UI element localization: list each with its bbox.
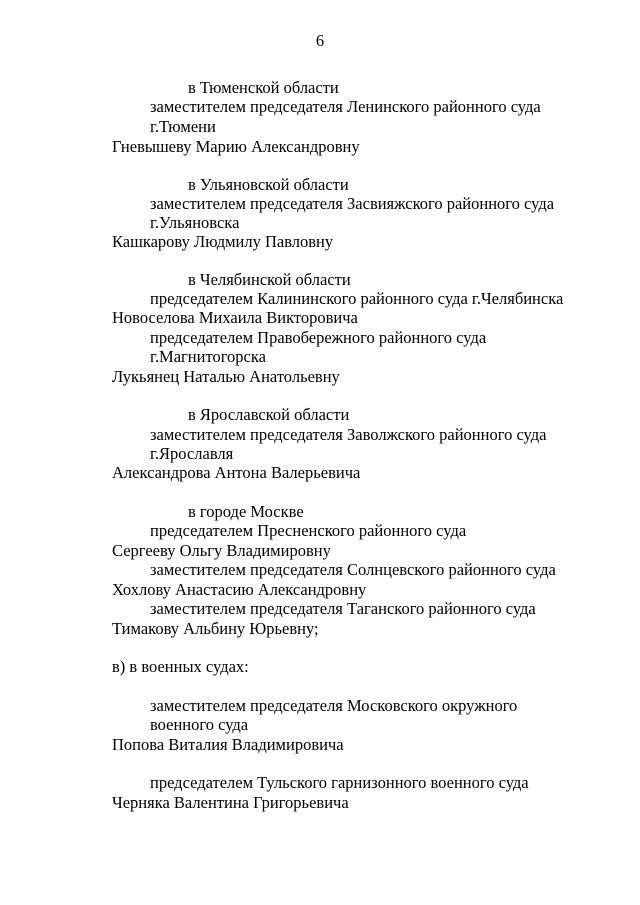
- position-text: военного суда: [150, 715, 249, 734]
- region-heading-tyumen: в Тюменской области: [188, 78, 339, 97]
- position-text: председателем Тульского гарнизонного военного суда: [150, 773, 529, 792]
- position-text: заместителем председателя Засвияжского районного суда: [150, 194, 555, 213]
- region-heading-chelyabinsk: в Челябинской области: [188, 270, 351, 289]
- position-text: заместителем председателя Заволжского районного суда: [150, 425, 547, 444]
- region-heading-ulyanovsk: в Ульяновской области: [188, 175, 349, 194]
- appointee-name: Кашкарову Людмилу Павловну: [112, 232, 334, 251]
- region-heading-moscow: в городе Москве: [188, 502, 304, 521]
- position-text: заместителем председателя Солнцевского районного суда: [150, 560, 556, 579]
- appointee-name: Новоселова Михаила Викторовича: [112, 308, 358, 327]
- appointee-name: Черняка Валентина Григорьевича: [112, 793, 349, 812]
- position-text: заместителем председателя Московского окружного: [150, 696, 518, 715]
- position-text: председателем Пресненского районного суда: [150, 521, 467, 540]
- appointee-name: Сергееву Ольгу Владимировну: [112, 541, 331, 560]
- position-text: заместителем председателя Таганского районного суда: [150, 599, 536, 618]
- position-text: г.Ярославля: [150, 444, 234, 463]
- position-text: заместителем председателя Ленинского районного суда: [150, 97, 541, 116]
- position-text: г.Тюмени: [150, 117, 216, 136]
- appointee-name: Гневышеву Марию Александровну: [112, 137, 360, 156]
- page-number: 6: [315, 31, 325, 50]
- appointee-name: Александрова Антона Валерьевича: [112, 463, 361, 482]
- appointee-name: Хохлову Анастасию Александровну: [112, 580, 367, 599]
- appointee-name: Тимакову Альбину Юрьевну;: [112, 619, 319, 638]
- section-heading-military: в) в военных судах:: [112, 657, 249, 676]
- appointee-name: Попова Виталия Владимировича: [112, 735, 344, 754]
- position-text: председателем Правобережного районного суда: [150, 328, 487, 347]
- region-heading-yaroslavl: в Ярославской области: [188, 405, 350, 424]
- position-text: председателем Калининского районного суда г.Челябинска: [150, 289, 564, 308]
- position-text: г.Магнитогорска: [150, 347, 266, 366]
- appointee-name: Лукьянец Наталью Анатольевну: [112, 367, 340, 386]
- position-text: г.Ульяновска: [150, 213, 240, 232]
